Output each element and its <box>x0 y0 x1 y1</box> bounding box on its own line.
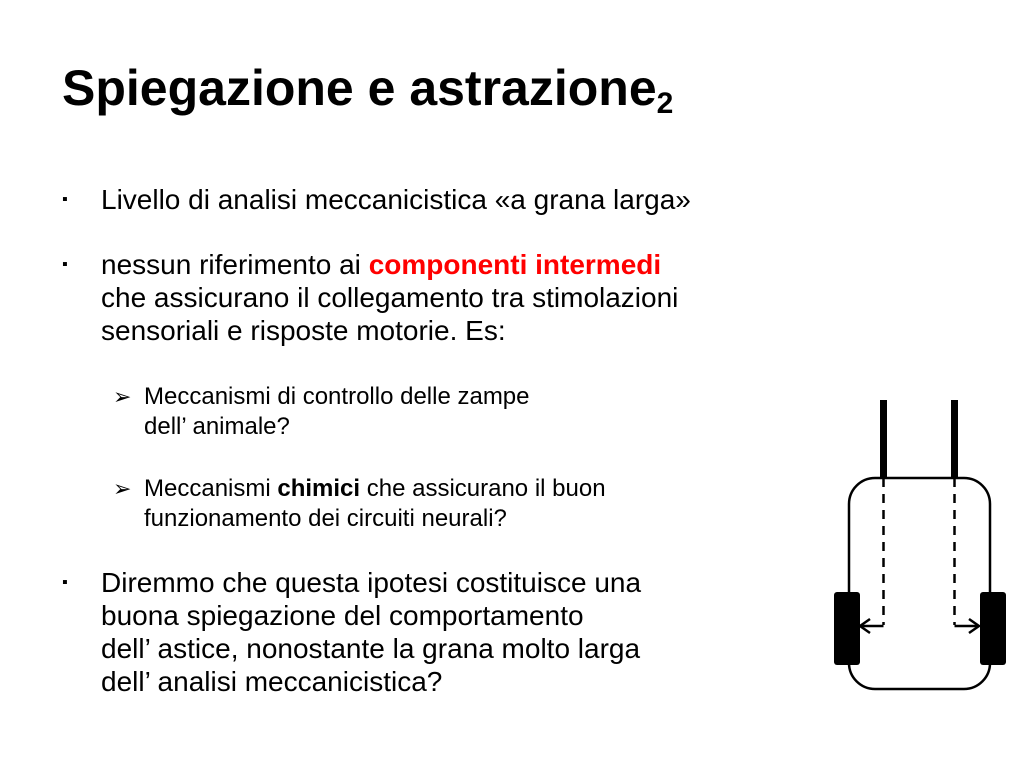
bullet-line: nessun riferimento ai <box>101 249 369 280</box>
arrow-bullet-icon: ➢ <box>113 476 132 501</box>
left-sensor <box>880 400 887 478</box>
title-text: Spiegazione e astrazione <box>62 60 657 116</box>
sub-bullet-item <box>113 382 530 442</box>
sub-bullet-line: Meccanismi <box>144 475 278 502</box>
bullet-text: Livello di analisi meccanicistica «a grana larga» <box>101 184 691 215</box>
bullet-line: buona spiegazione del comportamento <box>101 600 584 631</box>
bullet-line: sensoriali e risposte motorie. Es: <box>101 315 506 346</box>
sub-bullet-item <box>113 474 606 534</box>
square-bullet-icon: ▪ <box>62 191 68 208</box>
sub-bullet-line: funzionamento dei circuiti neurali? <box>144 505 507 532</box>
vehicle-sensor-motor-diagram-icon <box>825 395 1015 695</box>
title-subscript: 2 <box>656 87 674 120</box>
bullet-line: dell’ astice, nonostante la grana molto larga <box>101 633 641 664</box>
left-wheel <box>834 592 860 665</box>
vehicle-body <box>849 478 990 689</box>
sub-bullet-text <box>144 474 606 534</box>
bold-text: chimici <box>277 475 361 502</box>
bullet-text <box>101 248 678 347</box>
right-sensor <box>951 400 958 478</box>
bullet-item <box>62 248 678 347</box>
bullet-text <box>101 566 641 698</box>
slide-title <box>62 60 673 122</box>
sub-bullet-line: Meccanismi di controllo delle zampe <box>144 383 530 410</box>
sub-bullet-line: che assicurano il buon <box>360 475 606 502</box>
sub-bullet-line: dell’ animale? <box>144 413 290 440</box>
bullet-line: che assicurano il collegamento tra stimolazioni <box>101 282 679 313</box>
sub-bullet-text <box>144 382 530 442</box>
highlight-text: componenti intermedi <box>368 249 662 280</box>
bullet-line: dell’ analisi meccanicistica? <box>101 666 443 697</box>
bullet-item <box>62 566 641 698</box>
right-wheel <box>980 592 1006 665</box>
arrow-bullet-icon: ➢ <box>113 384 132 409</box>
bullet-line: Diremmo che questa ipotesi costituisce una <box>101 567 642 598</box>
square-bullet-icon: ▪ <box>62 256 68 273</box>
square-bullet-icon: ▪ <box>62 574 68 591</box>
bullet-item <box>62 183 691 216</box>
